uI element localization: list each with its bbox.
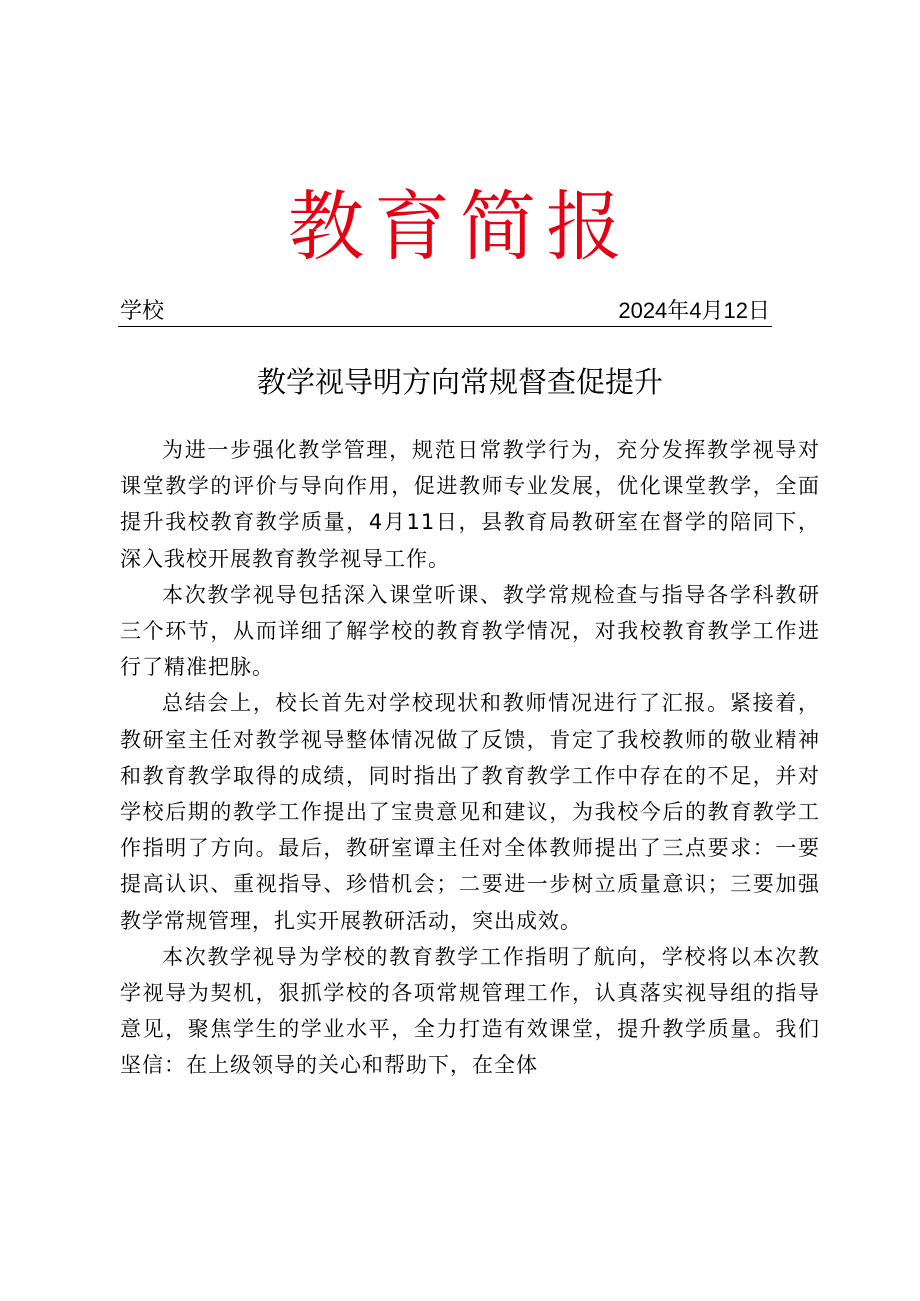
masthead-title: 教育简报 [288,182,632,271]
paragraph: 本次教学视导包括深入课堂听课、教学常规检查与指导各学科教研三个环节，从而详细了解学校的教育教学情况，对我校教育教学工作进行了精准把脉。 [120,582,820,680]
school-label: 学校 [120,298,165,323]
issue-date: 2024年4月12日 [618,298,770,323]
paragraph: 本次教学视导为学校的教育教学工作指明了航向，学校将以本次教学视导为契机，狠抓学校的各项常规管理工作，认真落实视导组的指导意见，聚焦学生的学业水平，全力打造有效课堂，提升教学质量。我们坚信：在上级领导的关心和帮助下，在全体 [120,944,820,1078]
meta-line [118,296,772,327]
paragraph: 总结会上，校长首先对学校现状和教师情况进行了汇报。紧接着，教研室主任对教学视导整体情况做了反馈，肯定了我校教师的敬业精神和教育教学取得的成绩，同时指出了教育教学工作中存在的不足，并对学校后期的教学工作提出了宝贵意见和建议，为我校今后的教育教学工作指明了方向。最后，教研室谭主任对全体教师提出了三点要求：一要提高认识、重视指导、珍惜机会；二要进一步树立质量意识；三要加强教学常规管理，扎实开展教研活动，突出成效。 [120,691,820,933]
paragraph: 为进一步强化教学管理，规范日常教学行为，充分发挥教学视导对课堂教学的评价与导向作用，促进教师专业发展，优化课堂教学，全面提升我校教育教学质量，4月11日，县教育局教研室在督学的陪同下，深入我校开展教育教学视导工作。 [120,438,820,571]
article-body [120,432,820,1084]
article-title: 教学视导明方向常规督查促提升 [256,365,663,399]
